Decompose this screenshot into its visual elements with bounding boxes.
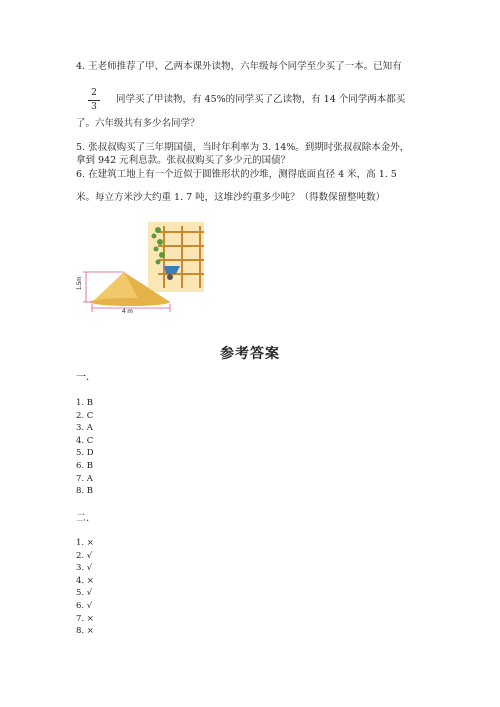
answer-item: 8. B (76, 486, 94, 497)
answer-section-2-list (76, 537, 94, 638)
answer-item: 5. D (76, 448, 94, 459)
problem-4-line-2: 同学买了甲读物，有 45%的同学买了乙读物，有 14 个同学两本都买 (116, 94, 406, 105)
answer-item: 3. A (76, 423, 93, 434)
fraction-denominator: 3 (91, 102, 97, 112)
problem-4-fraction (88, 88, 100, 113)
answer-item: 3. √ (76, 563, 93, 574)
answer-item: 6. B (76, 460, 94, 471)
sand-pile-illustration (78, 222, 206, 314)
problem-4-line-1: 4. 王老师推荐了甲、乙两本课外读物，六年级每个同学至少买了一本。已知有 (76, 61, 402, 72)
answer-item: 2. √ (76, 550, 93, 561)
answer-key-title: 参考答案 (220, 346, 280, 362)
answer-item: 1. × (76, 538, 94, 548)
answer-section-1-list (76, 397, 94, 498)
answer-item: 8. × (76, 626, 94, 637)
answer-item: 5. √ (76, 588, 93, 599)
problem-4-line-3: 了。六年级共有多少名同学？ (76, 118, 200, 129)
problem-6-line-1: 6. 在建筑工地上有一个近似于圆锥形状的沙堆，测得底面直径 4 米，高 1. 5 (76, 169, 397, 180)
problem-5-line-1: 5. 张叔叔购买了三年期国债，当时年利率为 3. 14%。到期时张叔叔除本金外， (76, 142, 410, 153)
problem-6-line-2: 米。每立方米沙大约重 1. 7 吨，这堆沙约重多少吨？（得数保留整吨数） (76, 192, 386, 203)
answer-item: 7. A (76, 473, 93, 484)
answer-item: 2. C (76, 410, 94, 421)
answer-item: 1. B (76, 398, 94, 408)
answer-section-2-label: 二. (76, 513, 90, 524)
problem-5-line-2: 拿到 942 元利息款。张叔叔购买了多少元的国债？ (76, 155, 291, 166)
answer-section-1-label: 一. (76, 372, 90, 383)
answer-item: 4. C (76, 435, 94, 446)
answer-item: 7. × (76, 613, 94, 624)
fraction-numerator: 2 (91, 88, 97, 98)
diameter-label: 4 m (122, 308, 133, 315)
fraction-bar (88, 100, 100, 101)
height-label: 1.5m (77, 276, 83, 290)
answer-item: 6. √ (76, 600, 93, 611)
answer-item: 4. × (76, 575, 94, 586)
